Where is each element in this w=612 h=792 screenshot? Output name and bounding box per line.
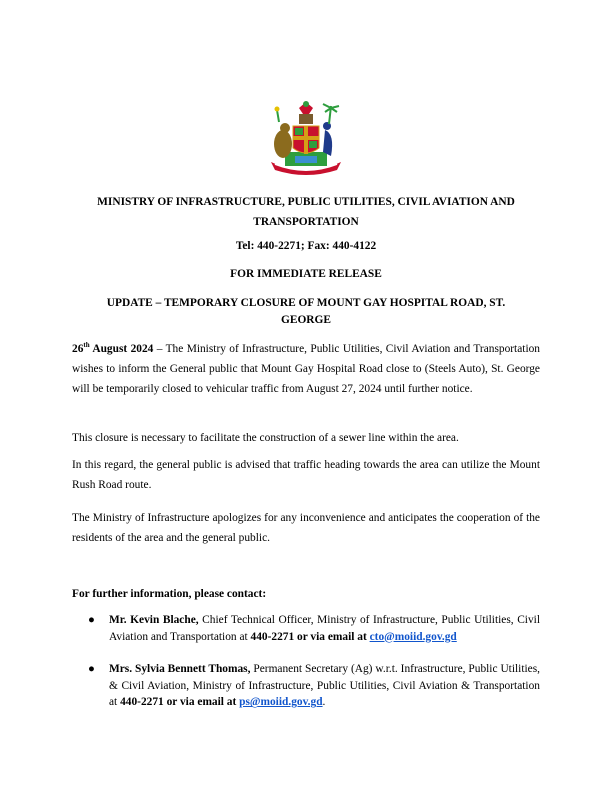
release-label: FOR IMMEDIATE RELEASE xyxy=(230,268,382,280)
contact-item xyxy=(72,661,540,711)
paragraph-announcement xyxy=(72,340,540,399)
contacts-heading: For further information, please contact: xyxy=(72,588,267,600)
paragraph-alternate-route: In this regard, the general public is advised that traffic heading towards the area can utilize the Mount Rush Road route. xyxy=(72,459,540,491)
ministry-name-line2: TRANSPORTATION xyxy=(253,216,359,228)
contact-end: . xyxy=(322,696,326,709)
bullet-icon: ● xyxy=(88,614,95,626)
date-suffix: th xyxy=(83,341,90,350)
contact-name: Mr. Kevin Blache, xyxy=(109,614,199,626)
contact-email-link[interactable]: ps@moiid.gov.gd xyxy=(239,696,323,709)
release-date xyxy=(72,343,153,355)
contact-email-link[interactable]: cto@moiid.gov.gd xyxy=(369,630,457,643)
ministry-name xyxy=(72,192,540,232)
contact-name: Mrs. Sylvia Bennett Thomas, xyxy=(109,663,251,676)
headline-line1: UPDATE – TEMPORARY CLOSURE OF MOUNT GAY HOSPITAL ROAD, ST. xyxy=(106,297,506,309)
bullet-icon: ● xyxy=(88,663,95,676)
paragraph-apology: The Ministry of Infrastructure apologizes for any inconvenience and anticipates the cooperation of the residents of the area and the general public. xyxy=(72,512,540,544)
contact-item xyxy=(72,612,540,645)
contacts-list xyxy=(72,612,540,711)
coat-of-arms xyxy=(265,100,347,176)
contact-numbers: Tel: 440-2271; Fax: 440-4122 xyxy=(235,240,377,252)
contact-phone: 440-2271 or via email at xyxy=(250,630,370,643)
contact-phone: 440-2271 or via email at xyxy=(120,696,240,709)
headline xyxy=(72,295,540,329)
coat-of-arms-icon xyxy=(265,100,347,176)
headline-line2: GEORGE xyxy=(280,314,331,326)
paragraph-reason: This closure is necessary to facilitate the construction of a sewer line within the area. xyxy=(72,432,459,444)
contact-description: Chief Technical Officer, Ministry of Infrastructure, Public Utilities, Civil Aviation and Transportation at xyxy=(109,614,540,643)
announcement-text: – The Ministry of Infrastructure, Public Utilities, Civil Aviation and Transportation wishes to inform the General public that Mount Gay Hospital Road close to (Steels Auto), St. George will be temporarily closed to vehicular traffic from August 27, 2024 until further notice. xyxy=(72,343,541,395)
date-rest: August 2024 xyxy=(89,343,154,355)
date-day: 26 xyxy=(72,343,84,355)
ministry-name-line1: MINISTRY OF INFRASTRUCTURE, PUBLIC UTILITIES, CIVIL AVIATION AND xyxy=(97,196,515,208)
contact-description: Permanent Secretary (Ag) w.r.t. Infrastructure, Public Utilities, & Civil Aviation, Ministry of Infrastructure, Public Utilities, Civil Aviation & Transportation at xyxy=(109,663,540,709)
